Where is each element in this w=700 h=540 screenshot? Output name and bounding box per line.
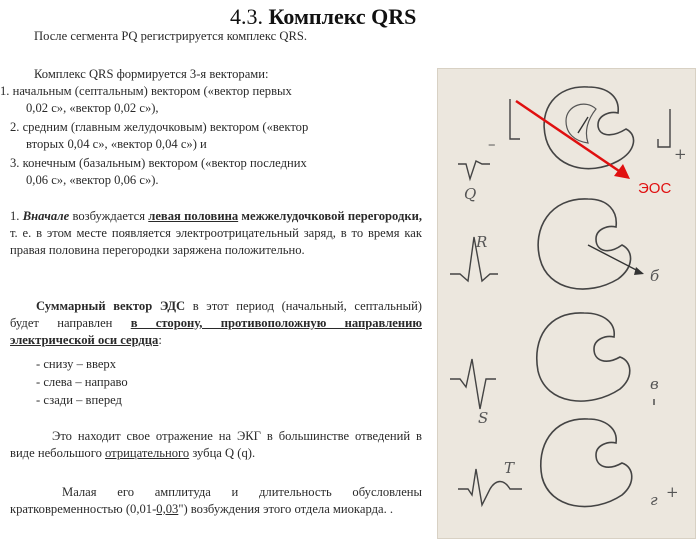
direction-1: - снизу – вверх (36, 357, 117, 371)
vector-3-line2: 0,06 с», «вектор 0,06 с»). (26, 173, 159, 187)
vector-3-line1: 3. конечным (базальным) вектором («вектор последних (10, 156, 307, 170)
vector-1-line1: 1. начальным (септальным) вектором («вектор первых (0, 84, 292, 98)
vectors-heading: Комплекс QRS формируется 3-я векторами: (34, 67, 269, 81)
vector-2-line1: 2. средним (главным желудочковым) вектором («вектор (10, 120, 309, 134)
ecg-label-q: Q (464, 185, 477, 203)
vector-2-line2: вторых 0,04 с», «вектор 0,04 с») и (26, 137, 207, 151)
paragraph-sum-vector: Суммарный вектор ЭДС в этот период (начальный, септальный) будет направлен в сторону, противоположную направлению электрической оси сердца: (10, 299, 422, 347)
minus-sign-a: – (488, 135, 496, 153)
eos-label: ЭОС (638, 180, 672, 197)
paragraph-ecg-reflection: Это находит свое отражение на ЭКГ в большинстве отведений в виде небольшого отрицательного зубца Q (q). (10, 429, 422, 460)
page-title: 4.3. Комплекс QRS (230, 4, 417, 29)
eos-arrowhead (614, 164, 630, 179)
panel-label-v: в (650, 375, 659, 393)
paragraph-amplitude: Малая его амплитуда и длительность обусловлены кратковременностью (0,01-0,03") возбуждения этого отдела миокарда. . (10, 485, 422, 516)
heart-panels (537, 199, 632, 507)
vector-arrowhead-b (634, 267, 644, 275)
qrs-vector-figure (437, 68, 696, 539)
ecg-label-r: R (476, 233, 488, 251)
ecg-traces (450, 161, 522, 505)
intro-text: После сегмента PQ регистрируется комплекс QRS. (34, 29, 308, 43)
plus-sign-a: + (674, 145, 687, 163)
paragraph-septum: 1. Вначале возбуждается левая половина межжелудочковой перегородки, т. е. в этом месте появляется электроотрицательный заряд, в то время как правая половина перегородки заряжена положительно. (10, 209, 423, 257)
direction-3: - сзади – вперед (36, 393, 122, 407)
panel-label-g: г (650, 491, 658, 509)
direction-2: - слева – направо (36, 375, 128, 389)
heart-panel-a (488, 87, 687, 169)
vector-1-line2: 0,02 с», «вектор 0,02 с»), (26, 101, 159, 115)
figure-drawing (438, 69, 695, 538)
ecg-label-t: T (504, 459, 515, 477)
ecg-label-s: S (478, 409, 489, 427)
plus-sign-g: + (666, 483, 679, 501)
panel-label-b: б (650, 267, 660, 285)
